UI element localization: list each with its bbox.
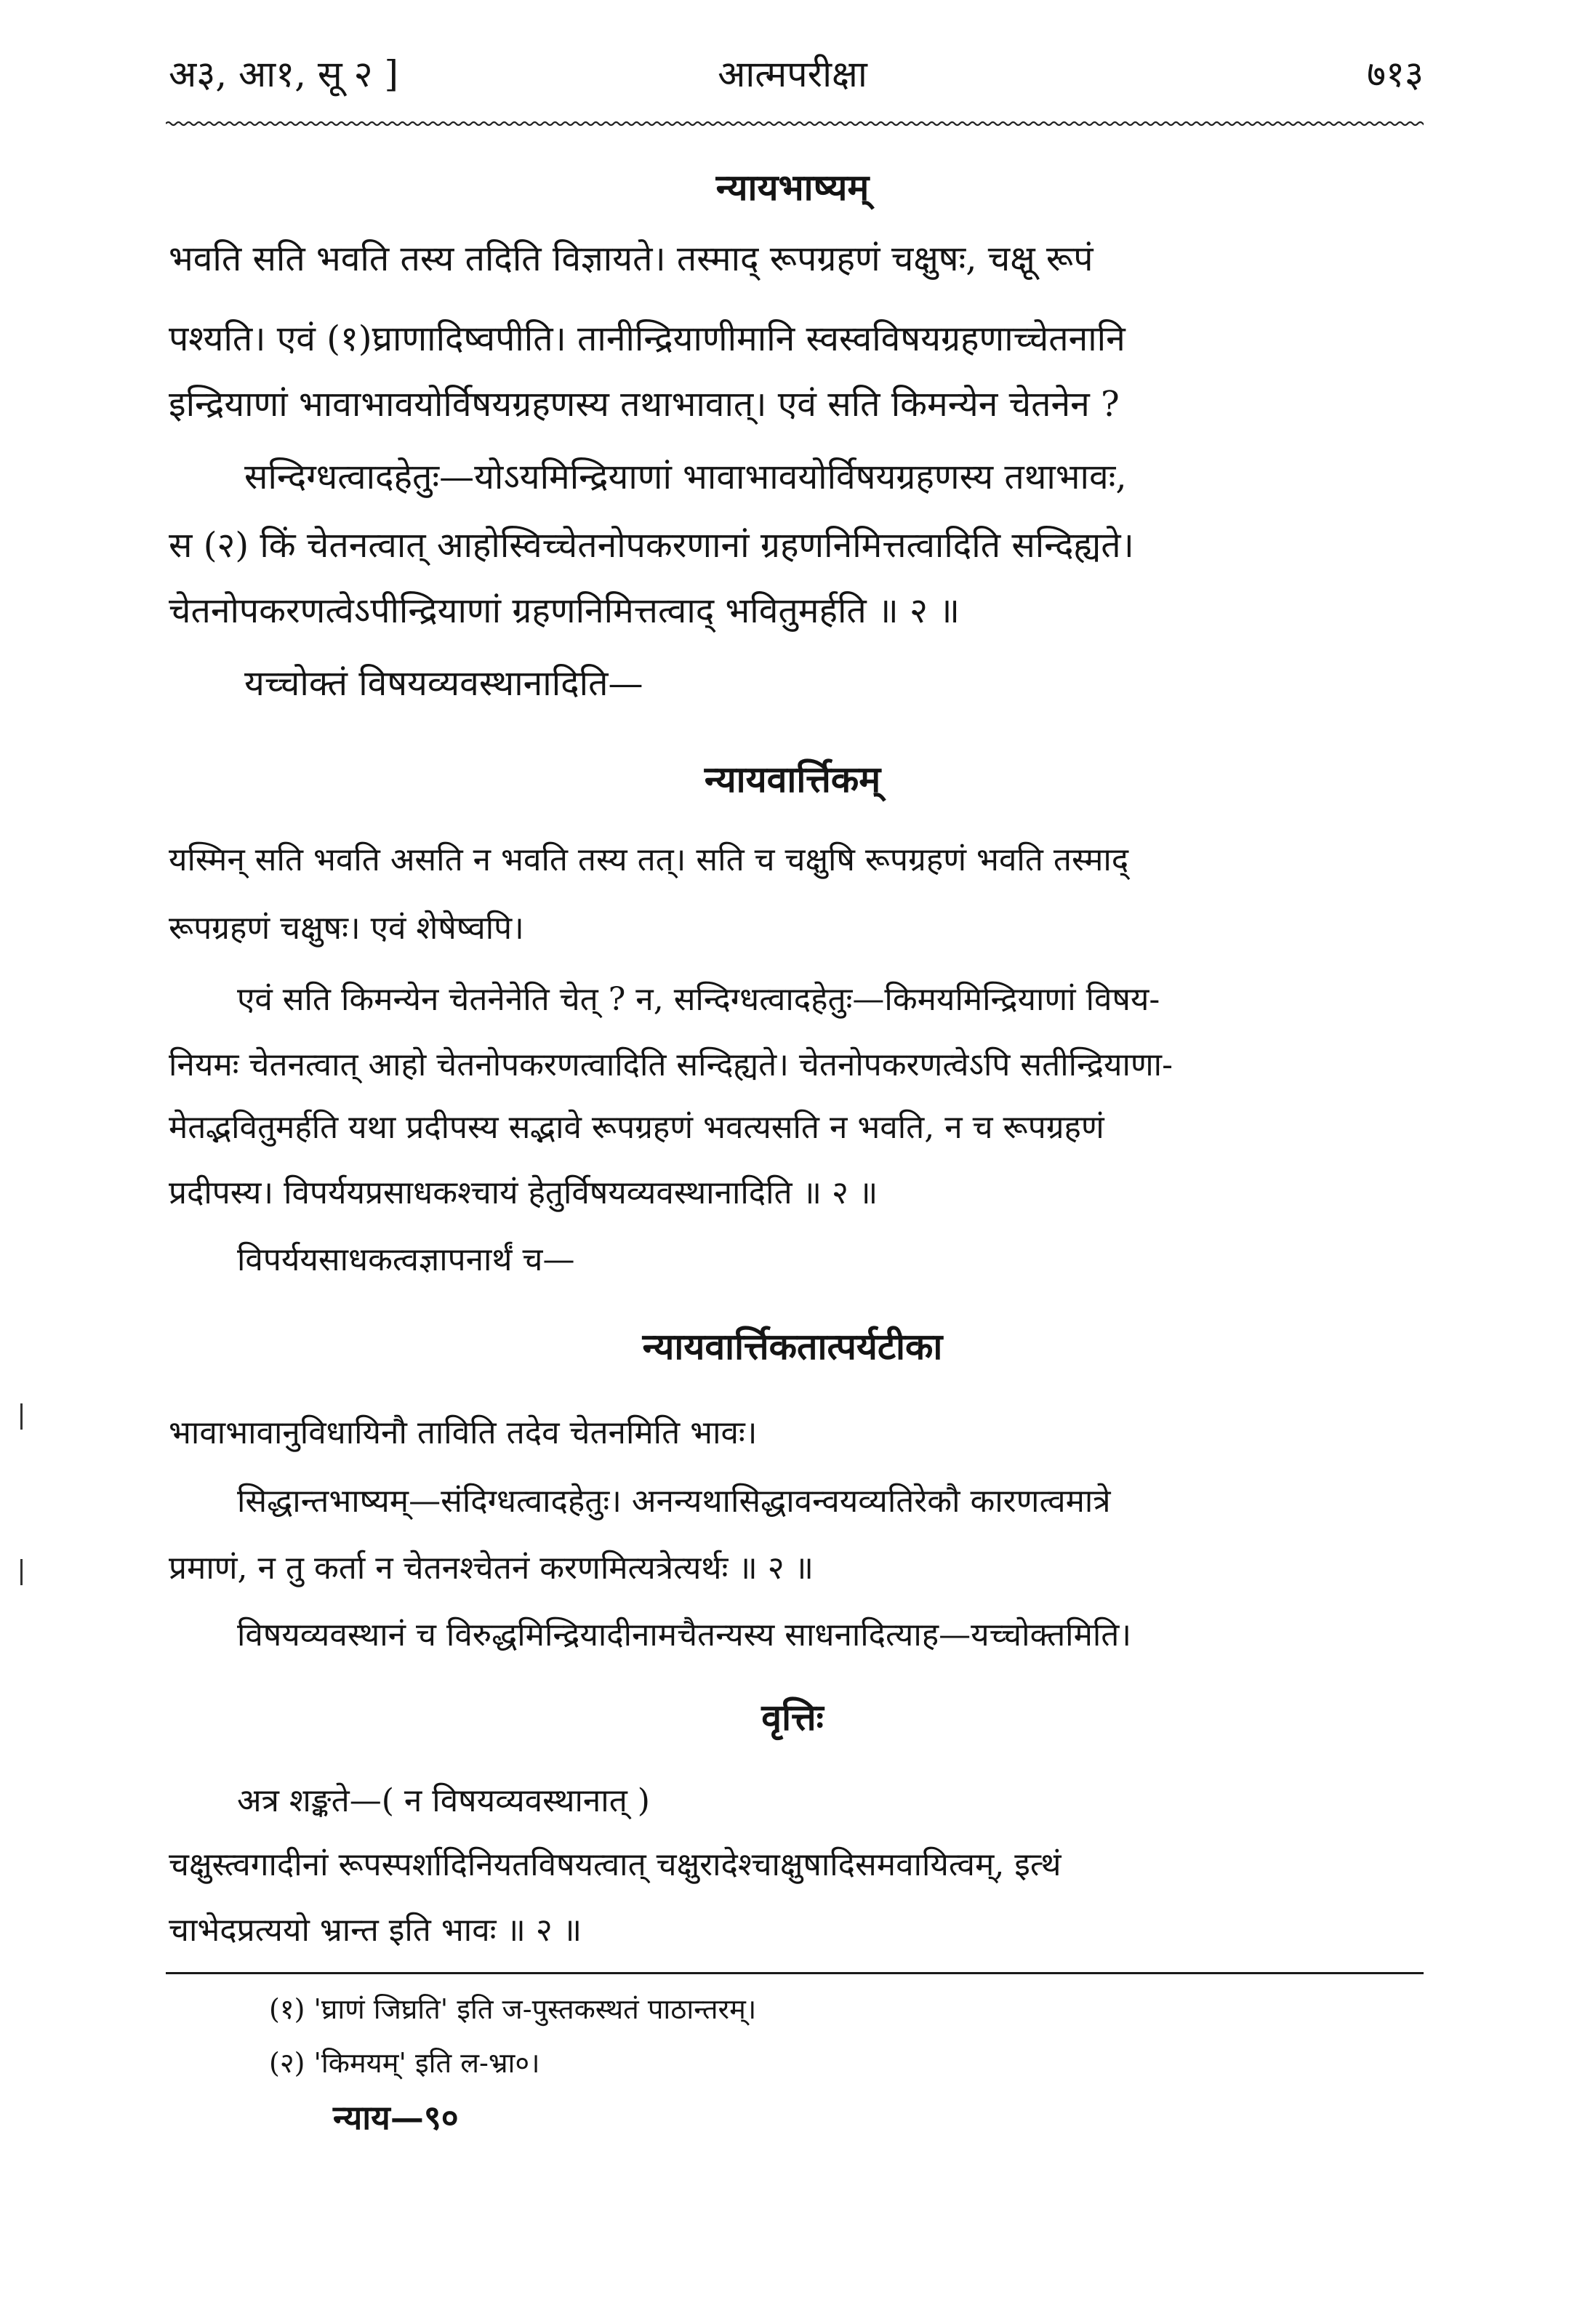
text-line: इन्द्रियाणां भावाभावयोर्विषयग्रहणस्य तथाभावात्। एवं सति किमन्येन चेतनेन ? [169, 384, 1120, 425]
text-line: रूपग्रहणं चक्षुषः। एवं शेषेष्वपि। [169, 910, 524, 947]
header-wavy-rule [166, 118, 1424, 129]
section-title-tatparyatika: न्यायवार्त्तिकतात्पर्यटीका [642, 1325, 943, 1368]
margin-mark [20, 1403, 23, 1430]
section-title-nyayabhashyam: न्यायभाष्यम् [715, 166, 870, 209]
text-line: पश्यति। एवं (१)घ्राणादिष्वपीति। तानीन्द्रियाणीमानि स्वस्वविषयग्रहणाच्चेतनानि [169, 318, 1125, 359]
text-line: मेतद्भवितुमर्हति यथा प्रदीपस्य सद्भावे रूपग्रहणं भवत्यसति न भवति, न च रूपग्रहणं [169, 1109, 1104, 1146]
section-title-nyayavarttikam: न्यायवार्त्तिकम् [704, 758, 881, 801]
text-line: यच्चोक्तं विषयव्यवस्थानादिति— [244, 663, 643, 704]
text-line: चाभेदप्रत्ययो भ्रान्त इति भावः ॥ २ ॥ [169, 1912, 582, 1949]
text-line: स (२) किं चेतनत्वात् आहोस्विच्चेतनोपकरणानां ग्रहणनिमित्तत्वादिति सन्दिह्यते। [169, 525, 1134, 566]
text-line-content: भवति सति भवति तस्य तदिति विज्ञायते। तस्माद् रूपग्रहणं चक्षुषः, चक्षू रूपं [169, 239, 1094, 279]
text-line: चक्षुस्त्वगादीनां रूपस्पर्शादिनियतविषयत्वात् चक्षुरादेश्चाक्षुषादिसमवायित्वम्, इत्थं [169, 1846, 1062, 1883]
margin-mark [20, 1559, 23, 1585]
footnote-rule [166, 1972, 1424, 1974]
text-line: विपर्ययसाधकत्वज्ञापनार्थं च— [237, 1241, 575, 1278]
text-line: सिद्धान्तभाष्यम्—संदिग्धत्वादहेतुः। अनन्यथासिद्धावन्वयव्यतिरेकौ कारणत्वमात्रे [237, 1483, 1111, 1520]
text-line: प्रदीपस्य। विपर्ययप्रसाधकश्चायं हेतुर्विषयव्यवस्थानादिति ॥ २ ॥ [169, 1174, 878, 1211]
running-head-title: आत्मपरीक्षा [718, 53, 867, 95]
text-line: भावाभावानुविधायिनौ ताविति तदेव चेतनमिति भावः। [169, 1414, 758, 1451]
text-line: यस्मिन् सति भवति असति न भवति तस्य तत्। सति च चक्षुषि रूपग्रहणं भवति तस्माद् [169, 841, 1129, 878]
footnote-2: (२) 'किमयम्' इति ल-भ्रा०। [269, 2047, 540, 2079]
page-number: ७१३ [1367, 53, 1424, 95]
text-line: प्रमाणं, न तु कर्ता न चेतनश्चेतनं करणमित्यत्रेत्यर्थः ॥ २ ॥ [169, 1550, 814, 1587]
text-line: नियमः चेतनत्वात् आहो चेतनोपकरणत्वादिति सन्दिह्यते। चेतनोपकरणत्वेऽपि सतीन्द्रियाणा- [169, 1046, 1173, 1083]
text-line: चेतनोपकरणत्वेऽपीन्द्रियाणां ग्रहणनिमित्तत्वाद् भवितुमर्हति ॥ २ ॥ [169, 590, 960, 631]
running-head-reference: अ३, आ१, सू २ ] [169, 53, 398, 95]
text-line: सन्दिग्धत्वादहेतुः—योऽयमिन्द्रियाणां भावाभावयोर्विषयग्रहणस्य तथाभावः, [244, 457, 1127, 497]
text-line: एवं सति किमन्येन चेतनेनेति चेत् ? न, सन्दिग्धत्वादहेतुः—किमयमिन्द्रियाणां विषय- [237, 981, 1160, 1018]
text-line: अत्र शङ्कते—( न विषयव्यवस्थानात् ) [237, 1782, 650, 1819]
section-title-vritti: वृत्तिः [761, 1696, 824, 1739]
footnote-1: (१) 'घ्राणं जिघ्रति' इति ज-पुस्तकस्थतं पाठान्तरम्। [269, 1993, 757, 2025]
printer-signature: न्याय—९० [333, 2098, 459, 2137]
text-line [169, 234, 1419, 281]
text-line: विषयव्यवस्थानं च विरुद्धमिन्द्रियादीनामचैतन्यस्य साधनादित्याह—यच्चोक्तमिति। [237, 1616, 1132, 1654]
